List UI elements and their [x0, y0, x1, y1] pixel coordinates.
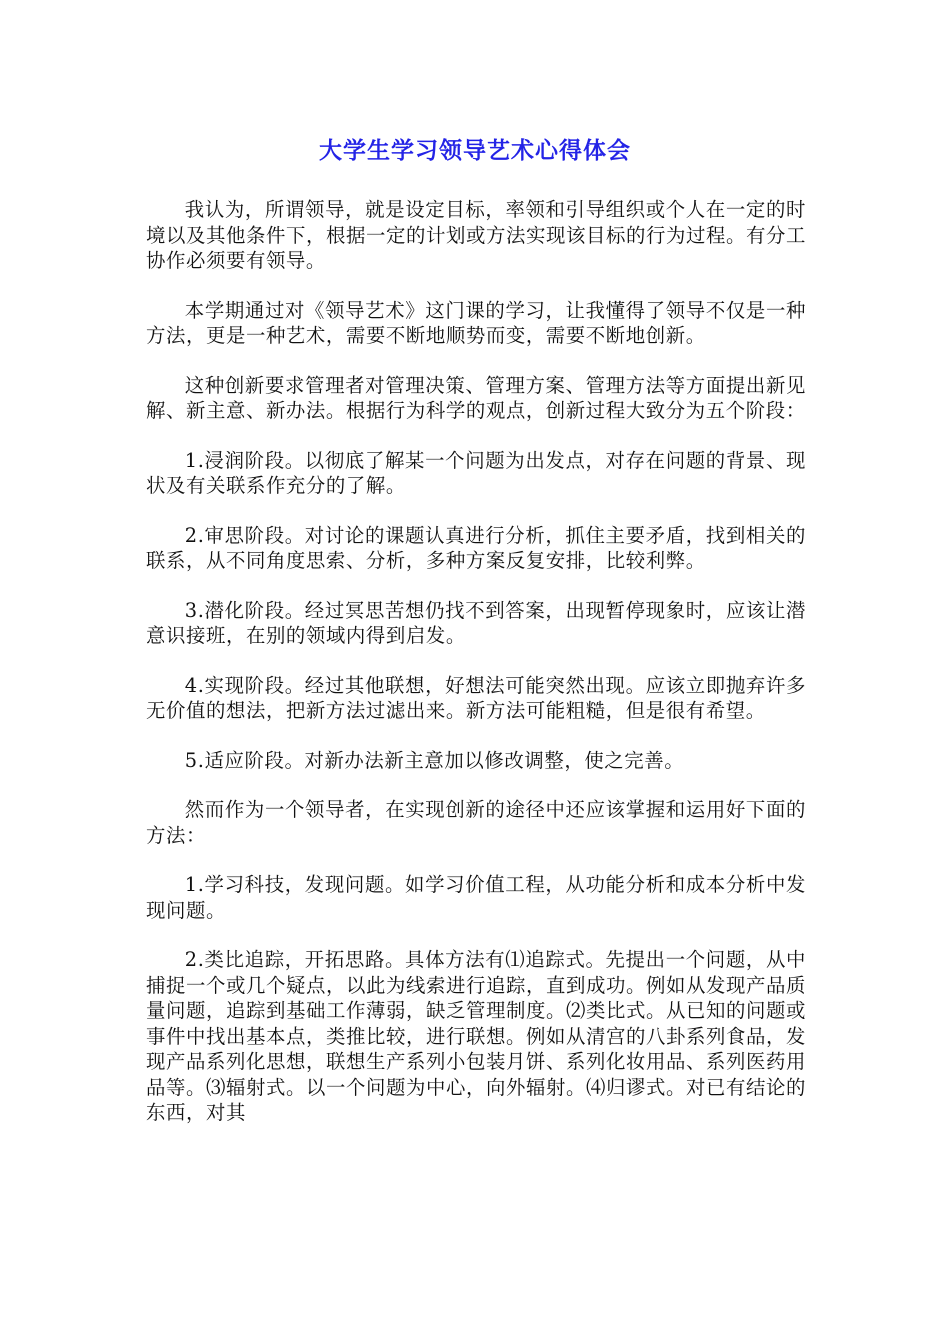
paragraph-stage-1: 1.浸润阶段。以彻底了解某一个问题为出发点，对存在问题的背景、现状及有关联系作充分的了解。	[146, 448, 806, 497]
paragraph-stage-5: 5.适应阶段。对新办法新主意加以修改调整，使之完善。	[184, 748, 685, 772]
paragraph-stage-3: 3.潜化阶段。经过冥思苦想仍找不到答案，出现暂停现象时，应该让潜意识接班，在别的领域内得到启发。	[146, 598, 806, 647]
paragraph-stage-2: 2.审思阶段。对讨论的课题认真进行分析，抓住主要矛盾，找到相关的联系，从不同角度思索、分析，多种方案反复安排，比较利弊。	[146, 523, 806, 572]
paragraph-method-2: 2.类比追踪，开拓思路。具体方法有⑴追踪式。先提出一个问题，从中捕捉一个或几个疑点，以此为线索进行追踪，直到成功。例如从发现产品质量问题，追踪到基础工作薄弱，缺乏管理制度。⑵类比式。从已知的问题或事件中找出基本点，类推比较，进行联想。例如从清宫的八卦系列食品，发现产品系列化思想，联想生产系列小包装月饼、系列化妆用品、系列医药用品等。⑶辐射式。以一个问题为中心，向外辐射。⑷归谬式。对已有结论的东西，对其	[146, 948, 806, 1124]
document-body	[146, 197, 806, 1126]
paragraph-stage-4: 4.实现阶段。经过其他联想，好想法可能突然出现。应该立即抛弃许多无价值的想法，把新方法过滤出来。新方法可能粗糙，但是很有希望。	[146, 673, 806, 722]
paragraph-course-learning: 本学期通过对《领导艺术》这门课的学习，让我懂得了领导不仅是一种方法，更是一种艺术，需要不断地顺势而变，需要不断地创新。	[146, 298, 806, 347]
document-title: 大学生学习领导艺术心得体会	[319, 138, 631, 164]
paragraph-definition: 我认为，所谓领导，就是设定目标，率领和引导组织或个人在一定的时境以及其他条件下，根据一定的计划或方法实现该目标的行为过程。有分工协作必须要有领导。	[146, 198, 806, 272]
paragraph-method-1: 1.学习科技，发现问题。如学习价值工程，从功能分析和成本分析中发现问题。	[146, 873, 806, 922]
paragraph-innovation-stages-intro: 这种创新要求管理者对管理决策、管理方案、管理方法等方面提出新见解、新主意、新办法。根据行为科学的观点，创新过程大致分为五个阶段：	[146, 373, 806, 422]
paragraph-methods-intro: 然而作为一个领导者，在实现创新的途径中还应该掌握和运用好下面的方法：	[146, 798, 806, 847]
